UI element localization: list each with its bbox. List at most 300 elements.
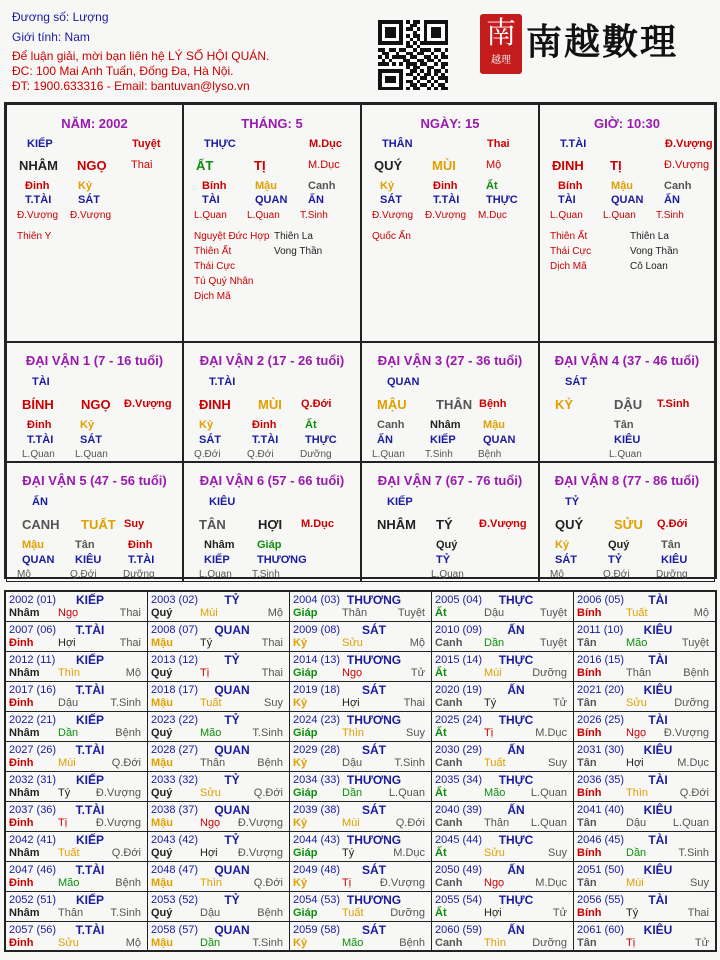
year-branch: Mão: [342, 937, 364, 949]
year-cell: [574, 922, 715, 952]
year-god: TỶ: [224, 833, 240, 847]
year-branch: Mão: [58, 877, 80, 889]
year-label: 2046 (45): [577, 834, 625, 846]
year-stem: Ất: [435, 667, 447, 679]
dv-god: KIÊU: [209, 496, 236, 508]
star: Vong Thần: [630, 246, 679, 257]
year-god: KIÊU: [643, 803, 673, 817]
dv-hidden-stem: Tân: [75, 539, 95, 551]
year-stage: Tử: [552, 697, 567, 709]
year-stem: Kỷ: [293, 817, 308, 829]
year-stage: T.Sinh: [110, 907, 141, 919]
star: Thiên Ất: [194, 246, 232, 257]
year-stage: Suy: [548, 847, 567, 859]
year-stem: Kỷ: [293, 877, 308, 889]
hidden-stem: Bính: [202, 180, 227, 192]
dv-hidden-stem: Đinh: [252, 419, 277, 431]
year-label: 2028 (27): [151, 744, 199, 756]
year-god: TỶ: [224, 593, 240, 607]
year-god: QUAN: [214, 803, 250, 817]
pillar-branch: MÙI: [432, 158, 456, 173]
year-stem: Bính: [577, 607, 602, 619]
year-stage: Dưỡng: [674, 697, 709, 709]
dv-hidden-stage: L.Quan: [609, 449, 642, 460]
year-branch: Ngọ: [58, 607, 79, 619]
year-cell: [6, 652, 148, 682]
year-branch: Hợi: [342, 697, 360, 709]
year-cell: [290, 652, 432, 682]
year-label: 2016 (15): [577, 654, 625, 666]
year-stem: Tân: [577, 877, 597, 889]
year-label: 2030 (29): [435, 744, 483, 756]
dv-stage: Q.Đới: [301, 398, 332, 410]
year-stem: Đinh: [9, 877, 34, 889]
dv-hidden-god: KIẾP: [204, 554, 230, 566]
pillar-title: NĂM: 2002: [61, 116, 128, 131]
year-cell: [148, 592, 290, 622]
year-stage: Bệnh: [257, 907, 283, 919]
year-branch: Tuất: [342, 907, 364, 919]
year-cell: [432, 742, 574, 772]
year-cell: [574, 742, 715, 772]
year-branch: Dậu: [58, 697, 79, 709]
dv-hidden-god: TỶ: [608, 554, 623, 566]
year-god: SÁT: [362, 923, 386, 937]
dv-branch: THÂN: [436, 397, 473, 412]
year-label: 2023 (22): [151, 714, 199, 726]
dv-hidden-stage: T.Sinh: [425, 449, 453, 460]
year-label: 2044 (43): [293, 834, 341, 846]
star: Thái Cực: [550, 246, 592, 257]
dai-van-title: ĐẠI VẬN 4 (37 - 46 tuổi): [554, 353, 700, 368]
year-cell: [148, 922, 290, 952]
year-god: THỰC: [498, 773, 534, 787]
year-stage: Bệnh: [399, 937, 425, 949]
dv-hidden-god: T.TÀI: [128, 554, 155, 566]
hidden-stage: L.Quan: [550, 210, 583, 221]
year-label: 2050 (49): [435, 864, 483, 876]
dv-branch: MÙI: [258, 397, 282, 412]
hidden-stem: Canh: [308, 180, 336, 192]
dv-hidden-stage: Mộ: [550, 569, 564, 580]
hidden-stem: Kỷ: [78, 180, 93, 192]
year-label: 2002 (01): [9, 594, 57, 606]
year-cell: [148, 832, 290, 862]
dv-god: TÀI: [32, 376, 50, 388]
dv-god: KIẾP: [387, 496, 413, 508]
year-stage: Thai: [119, 607, 141, 619]
year-stage: Bệnh: [683, 667, 709, 679]
dv-hidden-stem: Kỷ: [555, 539, 570, 551]
year-branch: Dần: [342, 787, 363, 799]
year-stage: M.Dục: [535, 727, 567, 739]
year-god: ẤN: [507, 923, 525, 937]
year-stem: Tân: [577, 637, 597, 649]
star: Quốc Ấn: [372, 231, 411, 242]
year-label: 2054 (53): [293, 894, 341, 906]
qr-code[interactable]: [378, 20, 448, 90]
year-cell: [290, 862, 432, 892]
year-stage: Mộ: [693, 607, 709, 619]
dv-hidden-god: THƯƠNG: [257, 554, 307, 566]
year-branch: Thân: [626, 667, 652, 679]
year-branch: Hợi: [626, 757, 644, 769]
dv-stem: TÂN: [199, 517, 226, 532]
year-label: 2004 (03): [293, 594, 341, 606]
year-stem: Nhâm: [9, 607, 40, 619]
hidden-stem: Mậu: [255, 180, 277, 192]
year-branch: Hợi: [58, 637, 76, 649]
hidden-stage: L.Quan: [194, 210, 227, 221]
year-label: 2006 (05): [577, 594, 625, 606]
year-branch: Tuất: [626, 607, 648, 619]
year-stage: Thai: [261, 637, 283, 649]
dai-van-title: ĐẠI VẬN 5 (47 - 56 tuổi): [22, 473, 167, 488]
star: Dịch Mã: [550, 261, 587, 272]
hidden-god: QUAN: [611, 194, 644, 206]
year-stem: Mậu: [151, 877, 173, 889]
year-stage: L.Quan: [530, 817, 567, 829]
year-label: 2014 (13): [293, 654, 341, 666]
year-label: 2011 (10): [577, 624, 624, 636]
pillar-stage-top: Thai: [487, 138, 510, 150]
pillar-stem: QUÝ: [374, 158, 403, 173]
dv-hidden-stem: Kỷ: [199, 419, 214, 431]
year-stage: Mộ: [125, 937, 141, 949]
dv-hidden-god: THỰC: [305, 434, 337, 446]
hidden-god: TÀI: [558, 194, 576, 206]
year-label: 2040 (39): [435, 804, 483, 816]
year-stem: Mậu: [151, 757, 173, 769]
year-god: T.TÀI: [75, 803, 105, 817]
star: Thiên Y: [17, 231, 52, 242]
year-cell: [290, 682, 432, 712]
year-god: TỶ: [224, 713, 240, 727]
year-branch: Hợi: [484, 907, 502, 919]
hidden-stage: L.Quan: [603, 210, 636, 221]
year-stage: Q.Đới: [111, 757, 141, 769]
year-branch: Mão: [626, 637, 648, 649]
year-label: 2008 (07): [151, 624, 199, 636]
year-stage: Bệnh: [257, 757, 283, 769]
year-cell: [574, 772, 715, 802]
year-branch: Ngọ: [484, 877, 505, 889]
year-god: KIẾP: [75, 593, 104, 607]
year-branch: Mùi: [626, 877, 644, 889]
year-god: THƯƠNG: [346, 653, 402, 667]
year-cell: [6, 742, 148, 772]
year-god: THỰC: [498, 593, 534, 607]
year-stem: Mậu: [151, 637, 173, 649]
year-god: QUAN: [214, 743, 250, 757]
year-god: KIÊU: [643, 863, 673, 877]
year-stage: M.Dục: [535, 877, 567, 889]
year-stem: Giáp: [293, 607, 318, 619]
year-stage: Suy: [690, 877, 709, 889]
year-branch: Tý: [342, 847, 355, 859]
year-label: 2017 (16): [9, 684, 57, 696]
hidden-god: T.TÀI: [433, 194, 460, 206]
hidden-god: TÀI: [202, 194, 220, 206]
year-stage: L.Quan: [530, 787, 567, 799]
year-branch: Tý: [58, 787, 71, 799]
year-cell: [148, 772, 290, 802]
year-cell: [290, 832, 432, 862]
dv-hidden-stem: Nhâm: [430, 419, 461, 431]
year-god: TÀI: [648, 893, 668, 907]
year-branch: Thìn: [342, 727, 365, 739]
pillar-stage: Thai: [131, 159, 153, 171]
dv-hidden-stem: Tân: [614, 419, 634, 431]
hidden-stage: L.Quan: [247, 210, 280, 221]
year-god: SÁT: [362, 623, 386, 637]
dv-hidden-stage: Mộ: [17, 569, 31, 580]
hidden-god: T.TÀI: [25, 194, 52, 206]
year-cell: [6, 892, 148, 922]
year-cell: [148, 742, 290, 772]
star: Thái Cực: [194, 261, 236, 272]
year-branch: Mão: [200, 727, 222, 739]
year-cell: [148, 802, 290, 832]
year-cell: [6, 832, 148, 862]
dv-hidden-god: SÁT: [80, 434, 102, 446]
hidden-stem: Bính: [558, 180, 583, 192]
year-label: 2057 (56): [9, 924, 57, 936]
year-god: T.TÀI: [75, 743, 105, 757]
year-god: ẤN: [507, 743, 525, 757]
year-label: 2033 (32): [151, 774, 199, 786]
year-branch: Mùi: [58, 757, 76, 769]
hidden-god: ẤN: [308, 194, 324, 206]
pillar-1: [183, 104, 361, 342]
dv-hidden-stage: L.Quan: [22, 449, 55, 460]
year-god: THỰC: [498, 893, 534, 907]
year-stem: Giáp: [293, 667, 318, 679]
year-stem: Ất: [435, 907, 447, 919]
year-stage: Đ.Vượng: [95, 817, 141, 829]
year-branch: Mùi: [342, 817, 360, 829]
year-label: 2020 (19): [435, 684, 483, 696]
year-branch: Thân: [342, 607, 368, 619]
year-stage: Tuyệt: [397, 607, 425, 619]
year-cell: [574, 892, 715, 922]
dv-hidden-stem: Tân: [661, 539, 681, 551]
year-god: THƯƠNG: [346, 833, 402, 847]
year-branch: Tị: [342, 877, 352, 889]
year-label: 2032 (31): [9, 774, 57, 786]
year-stem: Giáp: [293, 787, 318, 799]
year-cell: [290, 892, 432, 922]
pillar-branch: NGỌ: [77, 158, 107, 173]
dv-hidden-stem: Mậu: [22, 539, 44, 551]
dv-hidden-stage: L.Quan: [431, 569, 464, 580]
year-label: 2051 (50): [577, 864, 625, 876]
dai-van-4: [539, 342, 715, 462]
dv-god: ẤN: [32, 496, 48, 508]
year-god: QUAN: [214, 923, 250, 937]
year-cell: [148, 682, 290, 712]
yearly-table: [4, 590, 717, 952]
pillar-branch: TỊ: [254, 158, 266, 173]
year-god: KIÊU: [643, 623, 673, 637]
dv-stage: Đ.Vượng: [124, 398, 172, 410]
year-god: TÀI: [648, 653, 668, 667]
year-cell: [290, 712, 432, 742]
year-label: 2047 (46): [9, 864, 57, 876]
star: Thiên Ất: [550, 231, 588, 242]
year-stage: Thai: [261, 667, 283, 679]
dv-stem: QUÝ: [555, 517, 584, 532]
gender: Giới tính: Nam: [12, 30, 90, 44]
year-stage: Thai: [403, 697, 425, 709]
year-branch: Tuất: [58, 847, 80, 859]
hidden-stem: Mậu: [611, 180, 633, 192]
year-stem: Bính: [577, 787, 602, 799]
hidden-god: SÁT: [380, 194, 402, 206]
dv-hidden-god: SÁT: [555, 554, 577, 566]
year-branch: Mùi: [484, 667, 502, 679]
year-god: TÀI: [648, 593, 668, 607]
year-label: 2035 (34): [435, 774, 483, 786]
dv-hidden-stage: Dưỡng: [123, 569, 155, 580]
year-stage: Tuyệt: [681, 637, 709, 649]
year-god: TÀI: [648, 713, 668, 727]
pillar-stem: ẤT: [196, 158, 214, 173]
year-stage: L.Quan: [672, 817, 709, 829]
phone-email[interactable]: ĐT: 1900.633316 - Email: bantuvan@lyso.vn: [12, 79, 250, 93]
year-god: QUAN: [214, 683, 250, 697]
address: ĐC: 100 Mai Anh Tuấn, Đống Đa, Hà Nội.: [12, 64, 234, 78]
year-stage: M.Dục: [393, 847, 425, 859]
year-stage: Bệnh: [115, 727, 141, 739]
year-god: TỶ: [224, 893, 240, 907]
year-god: THỰC: [498, 833, 534, 847]
hidden-stem: Đinh: [25, 180, 50, 192]
year-stage: Dưỡng: [532, 667, 567, 679]
year-stem: Bính: [577, 727, 602, 739]
year-stage: T.Sinh: [252, 727, 283, 739]
pillar-3: [539, 104, 715, 342]
year-stage: Q.Đới: [679, 787, 709, 799]
year-stage: Suy: [548, 757, 567, 769]
year-branch: Tị: [484, 727, 494, 739]
dv-stem: MẬU: [377, 397, 407, 412]
pillar-title: THÁNG: 5: [241, 116, 303, 131]
year-cell: [290, 592, 432, 622]
year-stem: Giáp: [293, 907, 318, 919]
year-cell: [6, 622, 148, 652]
hidden-stem: Đinh: [433, 180, 458, 192]
year-stem: Nhâm: [9, 667, 40, 679]
year-stem: Quý: [151, 787, 173, 799]
year-cell: [290, 742, 432, 772]
year-stem: Ất: [435, 847, 447, 859]
pillar-branch: TỊ: [610, 158, 622, 173]
year-stage: Đ.Vượng: [95, 787, 141, 799]
year-branch: Tị: [200, 667, 210, 679]
year-stem: Kỷ: [293, 757, 308, 769]
dai-van-title: ĐẠI VẬN 7 (67 - 76 tuổi): [377, 473, 523, 488]
year-branch: Sửu: [58, 937, 79, 949]
year-cell: [432, 892, 574, 922]
dv-hidden-god: QUAN: [483, 434, 516, 446]
year-label: 2036 (35): [577, 774, 625, 786]
year-label: 2037 (36): [9, 804, 57, 816]
year-god: T.TÀI: [75, 863, 105, 877]
year-stem: Đinh: [9, 817, 34, 829]
year-cell: [432, 682, 574, 712]
year-branch: Thân: [58, 907, 84, 919]
year-stage: Đ.Vượng: [663, 727, 709, 739]
year-stem: Bính: [577, 847, 602, 859]
dv-hidden-god: KIÊU: [661, 554, 688, 566]
year-stem: Kỷ: [293, 697, 308, 709]
star: Vong Thần: [274, 246, 323, 257]
year-cell: [290, 802, 432, 832]
logo-seal: 南 越理: [480, 14, 522, 74]
dv-god: QUAN: [387, 376, 420, 388]
year-label: 2026 (25): [577, 714, 625, 726]
dv-hidden-stage: L.Quan: [372, 449, 405, 460]
year-cell: [432, 772, 574, 802]
year-branch: Tuất: [200, 697, 222, 709]
dv-stem: NHÂM: [377, 517, 416, 532]
pillar-title: GIỜ: 10:30: [593, 116, 660, 131]
year-label: 2061 (60): [577, 924, 625, 936]
dv-hidden-stage: T.Sinh: [252, 569, 280, 580]
year-branch: Tị: [58, 817, 68, 829]
dv-hidden-stem: Ất: [305, 419, 317, 431]
dai-van-title: ĐẠI VẬN 1 (7 - 16 tuổi): [25, 353, 164, 368]
year-god: KIẾP: [75, 713, 104, 727]
year-label: 2038 (37): [151, 804, 199, 816]
dv-hidden-god: ẤN: [377, 434, 393, 446]
year-stem: Canh: [435, 937, 463, 949]
year-god: THƯƠNG: [346, 593, 402, 607]
year-cell: [290, 922, 432, 952]
year-stem: Canh: [435, 757, 463, 769]
year-branch: Sửu: [342, 637, 363, 649]
year-label: 2012 (11): [9, 654, 56, 666]
year-cell: [290, 772, 432, 802]
year-god: KIẾP: [75, 833, 104, 847]
year-stage: L.Quan: [388, 787, 425, 799]
year-label: 2019 (18): [293, 684, 341, 696]
dv-stem: ĐINH: [199, 397, 231, 412]
year-branch: Sửu: [484, 847, 505, 859]
year-label: 2060 (59): [435, 924, 483, 936]
year-label: 2013 (12): [151, 654, 199, 666]
dv-hidden-god: QUAN: [22, 554, 55, 566]
year-cell: [574, 862, 715, 892]
year-cell: [574, 652, 715, 682]
year-branch: Dậu: [484, 607, 505, 619]
pillar-god: T.TÀI: [560, 138, 587, 150]
dv-god: TỶ: [565, 496, 580, 508]
dai-van-title: ĐẠI VẬN 6 (57 - 66 tuổi): [199, 473, 345, 488]
header: [0, 0, 720, 100]
dv-hidden-stem: Giáp: [257, 539, 282, 551]
dv-stage: Bệnh: [479, 398, 507, 410]
year-stem: Đinh: [9, 937, 34, 949]
year-stage: T.Sinh: [394, 757, 425, 769]
dai-van-title: ĐẠI VẬN 3 (27 - 36 tuổi): [377, 353, 523, 368]
year-label: 2024 (23): [293, 714, 341, 726]
year-cell: [432, 802, 574, 832]
hidden-stem: Kỷ: [380, 180, 395, 192]
owner-name: Đương số: Lượng: [12, 10, 109, 24]
dai-van-1: [6, 342, 183, 462]
